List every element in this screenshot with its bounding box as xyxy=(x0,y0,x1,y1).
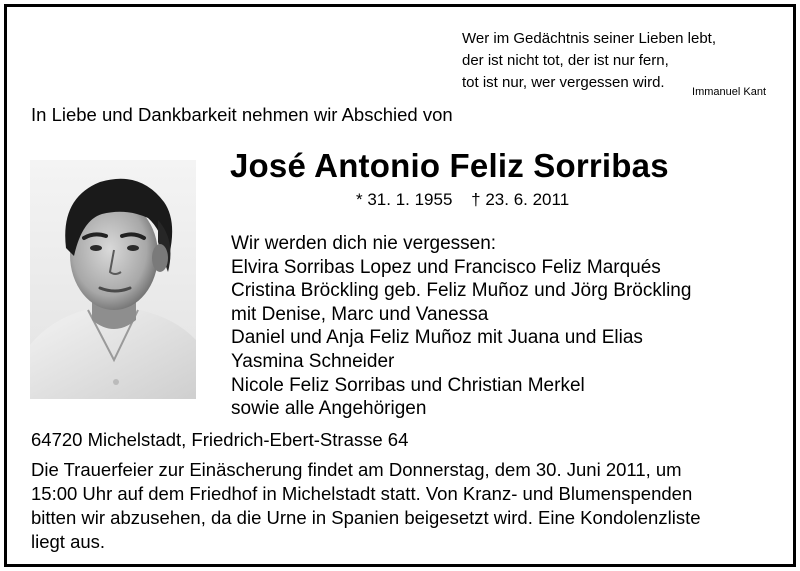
mourner-line: Daniel und Anja Feliz Muñoz mit Juana und Elias xyxy=(231,327,643,349)
notice-line: bitten wir abzusehen, da die Urne in Spanien beigesetzt wird. Eine Kondolenzliste xyxy=(31,507,701,528)
notice-line: liegt aus. xyxy=(31,531,106,552)
quote-line: Wer im Gedächtnis seiner Lieben lebt, xyxy=(462,30,717,47)
mourners-list xyxy=(231,232,691,421)
quote-line: der ist nicht tot, der ist nur fern, xyxy=(462,52,669,69)
mourner-line: sowie alle Angehörigen xyxy=(231,398,427,420)
intro-text: In Liebe und Dankbarkeit nehmen wir Abschied von xyxy=(31,104,453,125)
notice-line: 15:00 Uhr auf dem Friedhof in Michelstadt statt. Von Kranz- und Blumenspenden xyxy=(31,483,693,504)
mourner-line: mit Denise, Marc und Vanessa xyxy=(231,303,489,325)
family-address: 64720 Michelstadt, Friedrich-Ebert-Strasse 64 xyxy=(31,429,409,450)
mourner-line: Nicole Feliz Sorribas und Christian Merkel xyxy=(231,374,585,396)
quote-author: Immanuel Kant xyxy=(692,86,766,98)
mourner-line: Elvira Sorribas Lopez und Francisco Feliz Marqués xyxy=(231,256,661,278)
mourner-line: Cristina Bröckling geb. Feliz Muñoz und Jörg Bröckling xyxy=(231,280,692,302)
notice-line: Die Trauerfeier zur Einäscherung findet am Donnerstag, dem 30. Juni 2011, um xyxy=(31,459,682,480)
mourner-line: Wir werden dich nie vergessen: xyxy=(231,233,497,254)
life-dates xyxy=(356,190,583,210)
deceased-name: José Antonio Feliz Sorribas xyxy=(230,147,669,184)
memorial-quote xyxy=(462,28,782,94)
portrait-photo xyxy=(30,160,196,399)
mourner-line: Yasmina Schneider xyxy=(231,350,395,372)
funeral-notice xyxy=(31,458,771,554)
birth-date: * 31. 1. 1955 xyxy=(356,190,453,209)
death-date: † 23. 6. 2011 xyxy=(471,190,570,209)
quote-line: tot ist nur, wer vergessen wird. xyxy=(462,74,665,91)
